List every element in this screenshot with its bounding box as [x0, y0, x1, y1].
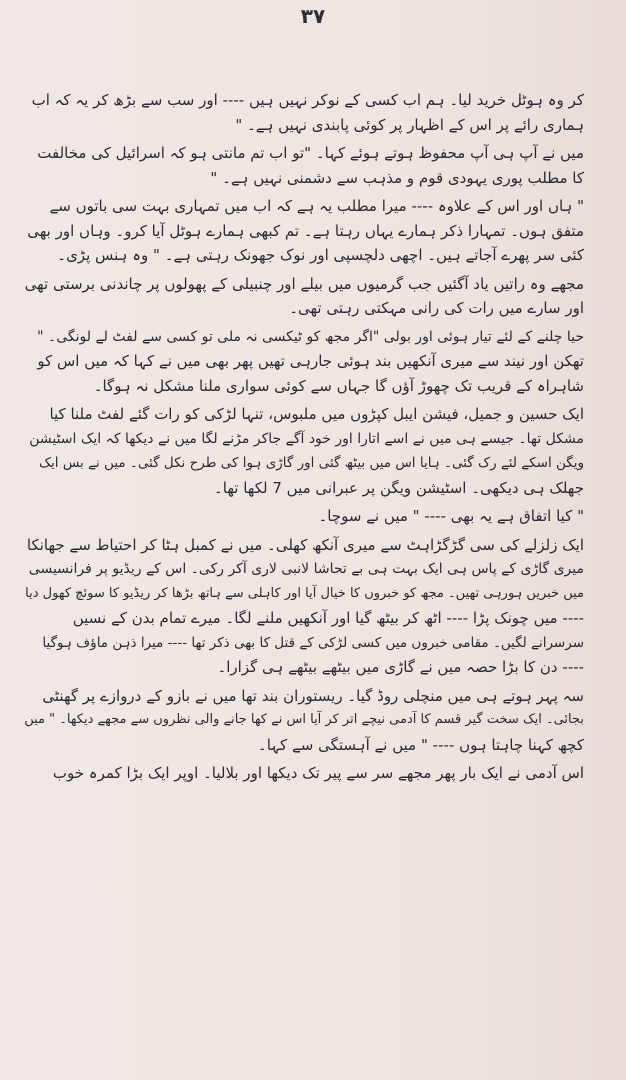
text-line: ایک حسین و جمیل، فیشن ایبل کپڑوں میں ملبوس، تنہا لڑکی کو رات گئے لفٹ ملنا کیا [49, 405, 584, 423]
text-line: کچھ کہنا چاہتا ہوں ---- " میں نے آہستگی سے کہا۔ [257, 735, 584, 754]
text-line: ویگن اسکے لئے رک گئی۔ ہایا اس میں بیٹھ گئی اور گاڑی ہوا کی طرح نکل گئی۔ میں نے بس ایک [38, 455, 584, 471]
text-line: میں نے آپ ہی آپ محفوظ ہوتے ہوئے کہا۔ "تو اب تم مانتی ہو کہ اسرائیل کی مخالفت [37, 144, 584, 162]
text-line: شاہراہ کے قریب تک چھوڑ آؤں گا جہاں سے کوئی سواری ملنا مشکل نہ ہوگا۔ [93, 376, 584, 395]
page-number: ٣٧ [300, 4, 326, 28]
text-line: ہماری رائے پر اس کے اظہار پر کوئی پابندی نہیں ہے۔ " [235, 115, 584, 134]
text-line: سہ پہر ہوتے ہی میں منچلی روڈ گیا۔ ریستوران بند تھا میں نے بازو کے دروازے پر گھنٹی [42, 686, 584, 705]
text-line: ---- دن کا بڑا حصہ میں نے گاڑی میں بیٹھے بیٹھے ہی گزارا۔ [217, 658, 584, 676]
text-line: سرسرانے لگیں۔ مقامی خبروں میں کسی لڑکی کے قتل کا بھی ذکر تھا ---- میرا ذہن ماؤف ہوگیا [42, 634, 584, 651]
text-line: کا مطلب پوری یہودی قوم و مذہب سے دشمنی نہیں ہے۔ " [210, 168, 584, 187]
text-line: تھکن اور نیند سے میری آنکھیں بند ہوئی جارہی تھیں پھر بھی میں نے کہا کہ میں اس کو [37, 352, 584, 370]
page-body [24, 88, 584, 790]
text-line: ---- میں چونک پڑا ---- اٹھ کر بیٹھ گیا اور آنکھیں ملنے لگا۔ میرے تمام بدن کے نسیں [72, 609, 584, 627]
text-line: مجھے وہ راتیں یاد آگئیں جب گرمیوں میں بیلے اور چنبیلی کے پھولوں پر چاندنی برستی تھی [24, 274, 584, 293]
text-line: " ہاں اور اس کے علاوہ ---- میرا مطلب یہ ہے کہ اب میں تمہاری بہت سی باتوں سے [49, 197, 584, 215]
text-line: جھلک ہی دیکھی۔ اسٹیشن ویگن پر عبرانی میں 7 لکھا تھا۔ [214, 478, 584, 497]
paragraph [24, 684, 584, 758]
paragraph [24, 402, 584, 500]
text-line: ایک زلزلے کی سی گڑگڑاہٹ سے میری آنکھ کھلی۔ میں نے کمبل ہٹا کر احتیاط سے جھانکا [26, 535, 584, 554]
paragraph [24, 325, 584, 399]
paragraph [24, 194, 584, 268]
paragraph [24, 504, 584, 529]
text-line: " کیا اتفاق ہے یہ بھی ---- " میں نے سوچا۔ [318, 507, 584, 525]
text-line: میں خبریں ہورہی تھیں۔ مجھ کو خبروں کا خیال آیا اور کاہلی سے ہاتھ بڑھا کر ریڈیو کا سوئچ کھول دیا [25, 585, 584, 601]
paragraph [24, 272, 584, 321]
paragraph [24, 88, 584, 137]
text-line: بجائی۔ ایک سخت گیر قسم کا آدمی نیچے اتر کر آیا اس نے کھا جانے والی نظروں سے مجھے دیکھا۔ " میں [24, 712, 584, 727]
text-line: متفق ہوں۔ تمہارا ذکر ہمارے یہاں رہتا ہے۔ تم کبھی ہمارے ہوٹل آیا کرو۔ وہاں اور بھی [27, 221, 584, 240]
text-line: کر وہ ہوٹل خرید لیا۔ ہم اب کسی کے نوکر نہیں ہیں ---- اور سب سے بڑھ کر یہ کہ اب [31, 91, 584, 109]
paragraph [24, 533, 584, 680]
text-line: اور سارے میں رات کی رانی مہکتی رہتی تھی۔ [289, 299, 584, 317]
text-line: میری گاڑی کے پاس ہی ایک بہت ہی بے تحاشا لانبی لاری آکر رکی۔ اس کے ریڈیو پر فرانسیسی [28, 561, 584, 577]
paragraph [24, 761, 584, 786]
text-line: حیا چلنے کے لئے تیار ہوئی اور بولی "اگر مجھ کو ٹیکسی نہ ملی تو کسی سے لفٹ لے لونگی۔ " [37, 328, 584, 345]
paragraph [24, 141, 584, 190]
text-line: اس آدمی نے ایک بار پھر مجھے سر سے پیر تک دیکھا اور بلالیا۔ اوپر ایک بڑا کمرہ خوب [52, 764, 584, 782]
text-line: کئی سر پھرے آجاتے ہیں۔ اچھی دلچسپی اور نوک جھونک رہتی ہے۔ " وہ ہنس پڑی۔ [57, 246, 584, 264]
text-line: مشکل تھا۔ جیسے ہی میں نے اسے اتارا اور خود آگے جاکر مڑنے لگا میں نے دیکھا کہ ایک اسٹیشن [29, 430, 584, 447]
